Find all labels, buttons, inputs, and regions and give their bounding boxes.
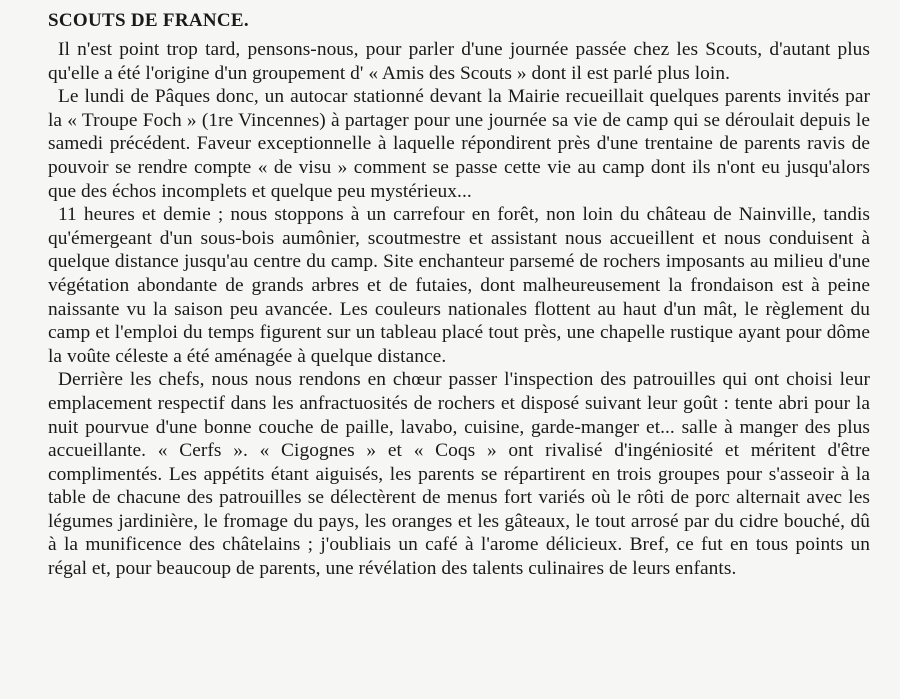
paragraph-patrol-inspection: Derrière les chefs, nous nous rendons en chœur passer l'inspection des patrouilles qui ont choisi leur emplacement respectif dans les anfractuosités de rochers et disposé suivant leur goût : tente abri pour la nuit pourvue d'une bonne couche de paille, lavabo, cuisine, garde-manger et... salle à manger des plus accueillante. « Cerfs ». « Cigognes » et « Coqs » ont rivalisé d'ingéniosité et méritent d'être complimentés. Les appétits étant aiguisés, les parents se répartirent en trois groupes pour s'asseoir à la table de chacune des patrouilles se délectèrent de menus fort variés où le rôti de porc alternait avec les légumes jardinière, le fromage du pays, les oranges et les gâteaux, le tout arrosé par du cidre bouché, dû à la munificence des châtelains ; j'oubliais un café à l'arome délicieux. Bref, ce fut en tous points un régal et, pour beaucoup de parents, une révélation des talents culinaires de leurs enfants. <box>48 369 870 580</box>
paragraph-camp-arrival: 11 heures et demie ; nous stoppons à un carrefour en forêt, non loin du château de Nainville, tandis qu'émergeant d'un sous-bois aumônier, scoutmestre et assistant nous accueillent et nous conduisent à quelque distance jusqu'au centre du camp. Site enchanteur parsemé de rochers imposants au milieu d'une végétation abondante de grands arbres et de futaies, dont malheureusement la frondaison est à peine naissante vu la saison peu avancée. Les couleurs nationales flottent au haut d'un mât, le règlement du camp et l'emploi du temps figurent sur un tableau placé tout près, une chapelle rustique ayant pour dôme la voûte céleste a été aménagée à quelque distance. <box>48 204 870 367</box>
article-title: SCOUTS DE FRANCE. <box>48 10 249 31</box>
article <box>48 8 870 581</box>
paragraph-intro: Il n'est point trop tard, pensons-nous, pour parler d'une journée passée chez les Scouts, d'autant plus qu'elle a été l'origine d'un groupement d' « Amis des Scouts » dont il est parlé plus loin. <box>48 39 870 84</box>
paragraph-easter-monday: Le lundi de Pâques donc, un autocar stationné devant la Mairie recueillait quelques parents invités par la « Troupe Foch » (1re Vincennes) à partager pour une journée sa vie de camp qui se déroulait depuis le samedi précédent. Faveur exceptionnelle à laquelle répondirent près d'une trentaine de parents ravis de pouvoir se rendre compte « de visu » comment se passe cette vie au camp dont ils n'ont eu jusqu'alors que des échos incomplets et quelque peu mystérieux... <box>48 86 870 202</box>
